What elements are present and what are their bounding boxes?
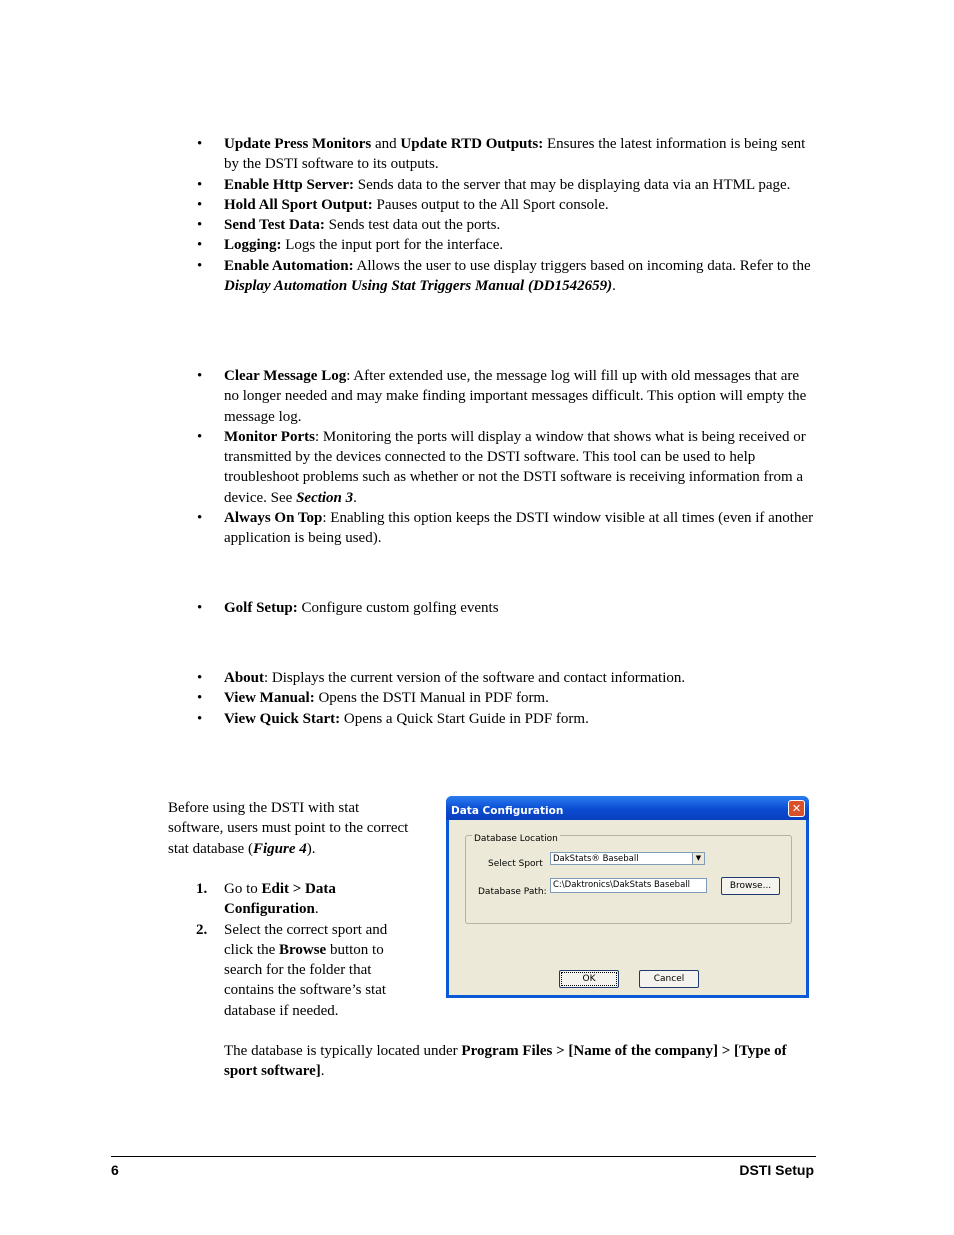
item-description: : After extended use, the message log will fill up with old messages that are no longer needed and may make finding important messages difficult. This option will empty the message log.: [224, 368, 807, 425]
database-path-text: Program Files > [Name of the company] > [Type of sport software]: [224, 1043, 787, 1080]
item-term: About: [224, 670, 265, 686]
item-description: Configure custom golfing events: [297, 600, 499, 616]
item-term: Logging:: [224, 237, 282, 254]
bullet: •: [197, 196, 203, 213]
item-description: Sends data to the server that may be displaying data via an HTML page.: [353, 176, 791, 193]
step-number: 2.: [196, 921, 208, 938]
dialog-body: [449, 820, 806, 995]
steps-list: [196, 879, 420, 1021]
menu-path: Edit > Data Configuration: [224, 881, 336, 918]
list-item: • Update Press Monitors and Update RTD Outputs: Ensures the latest information is being sent by the DSTI software to its outputs.: [197, 136, 806, 173]
bullet: •: [197, 368, 203, 384]
intro-paragraph: Before using the DSTI with stat software, users must point to the correct stat database (Figure 4).: [168, 800, 409, 857]
step-item: 1. Go to Edit > Data Configuration.: [196, 881, 336, 918]
tools-options-list: [197, 598, 816, 618]
list-item: [197, 235, 816, 255]
bullet: •: [197, 670, 203, 686]
item-term: Update RTD Outputs:: [400, 136, 544, 152]
bullet: •: [197, 600, 203, 616]
item-description: : Monitoring the ports will display a window that shows what is being received or transmitted by the devices connected to the DSTI software. This tool can be used to help troubleshoot problems such as whether or not the DSTI software is receiving information from a device. See: [224, 428, 806, 506]
close-icon[interactable]: ✕: [788, 800, 805, 817]
footer-section-title: DSTI Setup: [739, 1162, 814, 1178]
list-item: [197, 175, 816, 195]
item-term: Send Test Data:: [224, 217, 325, 234]
item-term: Hold All Sport Output:: [224, 196, 373, 213]
list-item: [197, 688, 816, 708]
item-term: Monitor Ports: [224, 428, 315, 445]
bullet: •: [197, 237, 203, 254]
item-description: Allows the user to use display triggers based on incoming data. Refer to the: [353, 257, 811, 274]
database-path-label: Database Path:: [478, 887, 547, 897]
item-term: Update Press Monitors: [224, 136, 372, 152]
list-item: [197, 598, 816, 618]
bullet: •: [197, 710, 203, 727]
step-item: 2. Select the correct sport and click the Browse button to search for the folder that contains the software’s stat database if needed.: [196, 921, 388, 1019]
list-item: • Monitor Ports: Monitoring the ports will display a window that shows what is being received or transmitted by the devices connected to the DSTI software. This tool can be used to help troubleshoot problems such as whether or not the DSTI software is receiving information from a device. See Section 3.: [197, 428, 806, 506]
list-item: [197, 709, 816, 729]
item-term: Clear Message Log: [224, 368, 347, 384]
bullet: •: [197, 510, 203, 527]
cancel-button[interactable]: Cancel: [639, 970, 699, 988]
item-term: Always On Top: [224, 510, 323, 527]
list-item: [197, 215, 816, 235]
bullet: •: [197, 136, 203, 152]
item-description: Pauses output to the All Sport console.: [372, 196, 609, 213]
select-sport-label: Select Sport: [488, 859, 543, 869]
ok-button[interactable]: OK: [559, 970, 619, 988]
item-term: Golf Setup:: [224, 600, 298, 616]
bullet: •: [197, 176, 203, 193]
item-term: Enable Http Server:: [224, 176, 354, 193]
bullet: •: [197, 428, 203, 445]
bullet: •: [197, 690, 203, 707]
group-label: Database Location: [472, 829, 560, 849]
manual-reference: Display Automation Using Stat Triggers Manual (DD1542659): [224, 278, 613, 295]
item-term: View Manual:: [224, 690, 315, 707]
view-options-list: [197, 366, 816, 549]
section-reference: Section 3: [296, 489, 354, 506]
figure-reference: Figure 4: [252, 840, 307, 857]
database-path-field[interactable]: C:\Daktronics\DakStats Baseball: [550, 878, 707, 893]
item-description: Sends test data out the ports.: [324, 217, 501, 234]
sport-select-value: DakStats® Baseball: [553, 854, 639, 864]
page-number: 6: [111, 1162, 119, 1178]
list-item: [197, 508, 816, 549]
list-item: [197, 668, 816, 688]
step-number: 1.: [196, 881, 208, 897]
bullet: •: [197, 257, 203, 274]
bullet: •: [197, 217, 203, 234]
location-note: The database is typically located under Program Files > [Name of the company] > [Type of sport software].: [224, 1043, 787, 1080]
item-description: Opens the DSTI Manual in PDF form.: [314, 690, 549, 707]
button-name: Browse: [278, 941, 327, 958]
list-item: • Enable Automation: Allows the user to use display triggers based on incoming data. Refer to the Display Automation Using Stat Triggers Manual (DD1542659).: [197, 257, 811, 295]
help-options-list: [197, 668, 816, 729]
dialog-title: Data Configuration: [451, 805, 564, 817]
item-description: Opens a Quick Start Guide in PDF form.: [340, 710, 589, 727]
list-item: [197, 366, 816, 427]
chevron-down-icon[interactable]: ▼: [692, 853, 704, 864]
sport-select[interactable]: [550, 852, 705, 865]
browse-button[interactable]: Browse...: [721, 877, 780, 895]
dialog-titlebar: [446, 796, 809, 820]
footer-divider: [111, 1156, 816, 1157]
item-term: View Quick Start:: [224, 710, 341, 727]
data-configuration-dialog: [446, 796, 809, 998]
item-description: : Enabling this option keeps the DSTI window visible at all times (even if another application is being used).: [224, 510, 814, 547]
item-description: Logs the input port for the interface.: [281, 237, 504, 254]
list-item: [197, 195, 816, 215]
item-description: Ensures the latest information is being sent by the DSTI software to its outputs.: [224, 136, 806, 173]
item-description: : Displays the current version of the software and contact information.: [264, 670, 686, 686]
menu-options-list: [197, 134, 816, 296]
item-term: Enable Automation:: [224, 257, 354, 274]
database-location-group: [465, 835, 792, 924]
